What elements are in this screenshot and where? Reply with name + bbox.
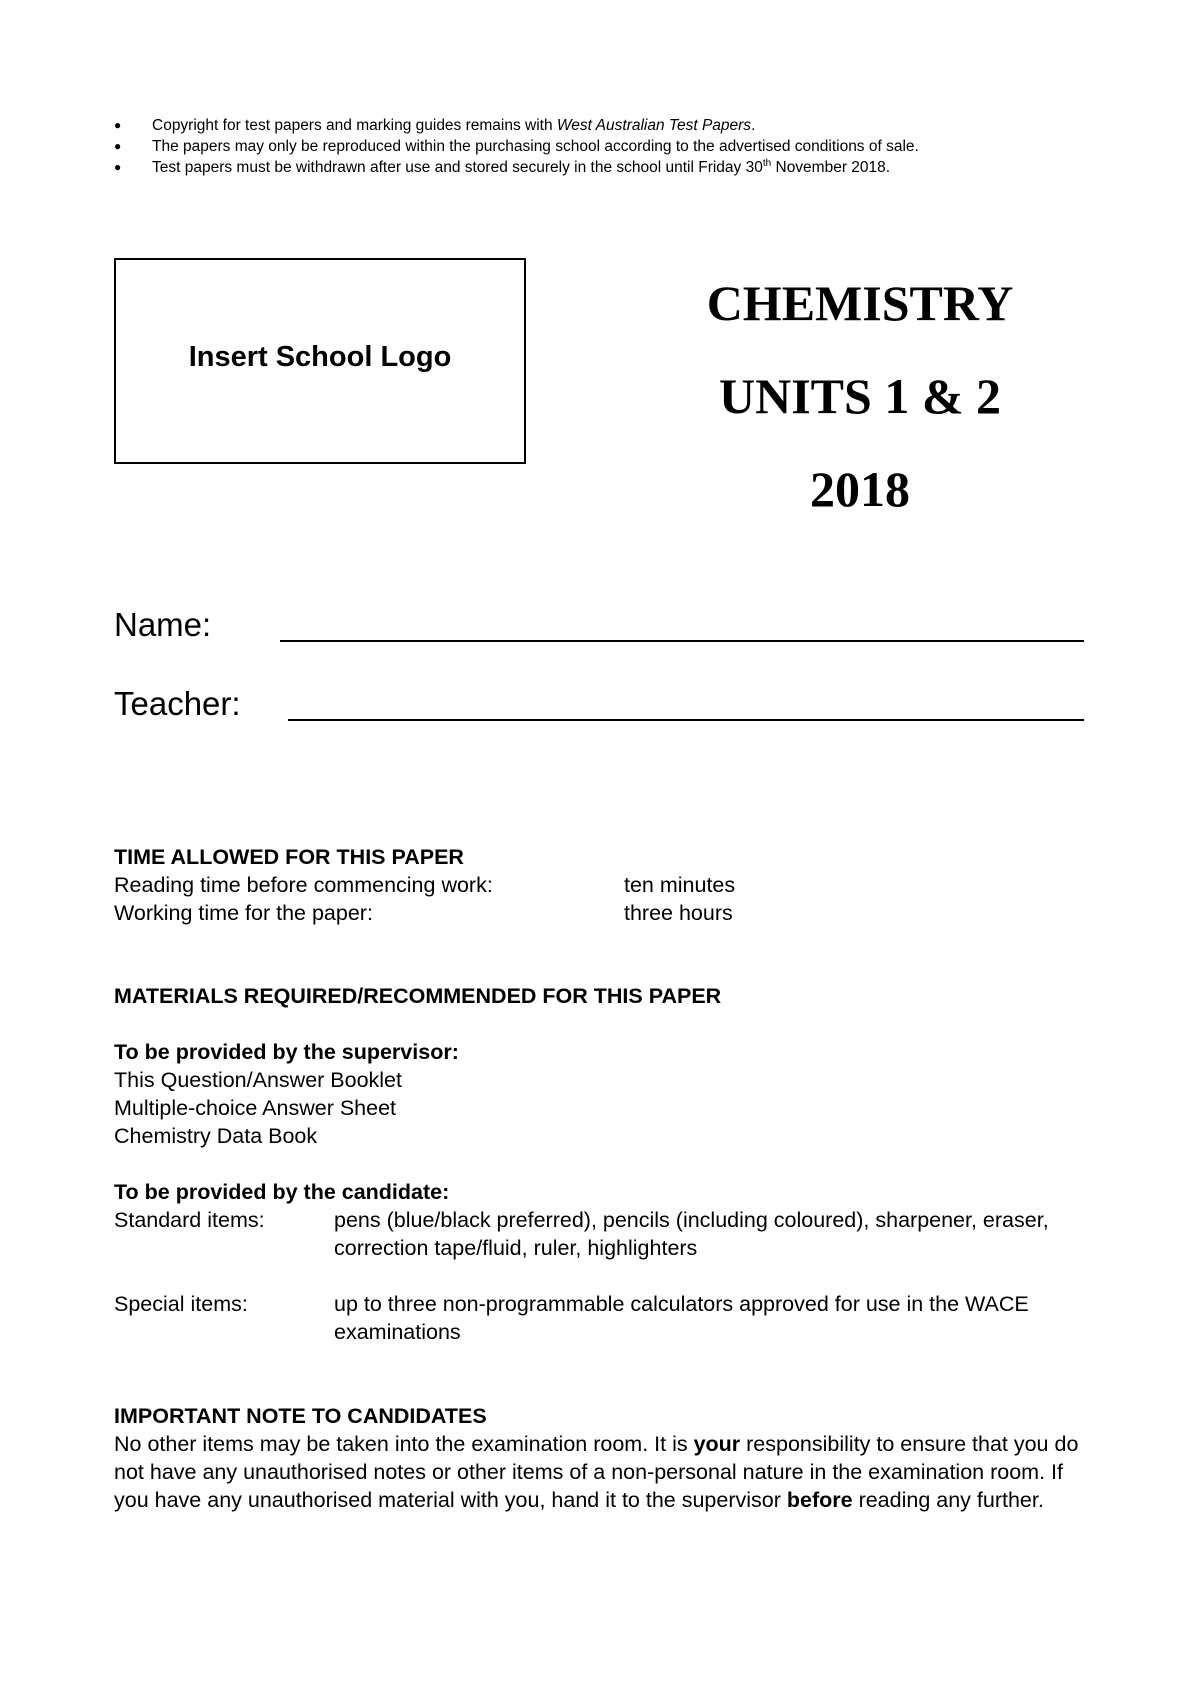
candidate-heading: To be provided by the candidate: bbox=[114, 1180, 450, 1204]
notice-list bbox=[114, 115, 1114, 178]
year-title: 2018 bbox=[810, 461, 910, 517]
notice-item-reproduction: ● The papers may only be reproduced within the purchasing school according to the advertised conditions of sale. bbox=[114, 138, 919, 155]
teacher-field-row bbox=[114, 685, 241, 723]
important-note-text: No other items may be taken into the examination room. It is your responsibility to ensure that you do not have any unauthorised notes or other items of a non-personal nature in the examination room. If you have any unauthorised material with you, hand it to the supervisor before reading any further. bbox=[114, 1432, 1079, 1512]
exam-title bbox=[620, 268, 1100, 547]
materials-section bbox=[114, 982, 1114, 1346]
school-logo-placeholder bbox=[114, 258, 526, 464]
standard-items-label: Standard items: bbox=[114, 1208, 265, 1232]
subject-title: CHEMISTRY bbox=[706, 275, 1014, 331]
working-time-label: Working time for the paper: bbox=[114, 901, 373, 925]
materials-heading: MATERIALS REQUIRED/RECOMMENDED FOR THIS PAPER bbox=[114, 984, 722, 1008]
notice-item-withdrawal: ● Test papers must be withdrawn after use and stored securely in the school until Friday 30th November 2018. bbox=[114, 157, 891, 176]
special-items-value: up to three non-programmable calculators approved for use in the WACE examinations bbox=[334, 1292, 1029, 1344]
bullet-icon: ● bbox=[114, 118, 122, 132]
special-items-label: Special items: bbox=[114, 1292, 248, 1316]
working-time-row bbox=[114, 899, 1114, 927]
supervisor-item: Multiple-choice Answer Sheet bbox=[114, 1096, 397, 1120]
name-field-row bbox=[114, 606, 211, 644]
special-items-row bbox=[114, 1290, 1114, 1346]
teacher-label: Teacher: bbox=[114, 685, 241, 722]
time-allowed-heading: TIME ALLOWED FOR THIS PAPER bbox=[114, 845, 464, 869]
supervisor-item: Chemistry Data Book bbox=[114, 1124, 318, 1148]
logo-placeholder-text: Insert School Logo bbox=[188, 340, 452, 373]
bullet-icon: ● bbox=[114, 160, 122, 174]
reading-time-row bbox=[114, 871, 1114, 899]
units-title: UNITS 1 & 2 bbox=[719, 368, 1001, 424]
teacher-input-line[interactable] bbox=[288, 719, 1084, 721]
time-allowed-section bbox=[114, 843, 1114, 927]
name-input-line[interactable] bbox=[280, 640, 1084, 642]
standard-items-row bbox=[114, 1206, 1114, 1262]
standard-items-value: pens (blue/black preferred), pencils (including coloured), sharpener, eraser, correction tape/fluid, ruler, highlighters bbox=[334, 1208, 1049, 1260]
notice-item-copyright: ● Copyright for test papers and marking guides remains with West Australian Test Papers. bbox=[114, 117, 756, 134]
working-time-value: three hours bbox=[624, 901, 733, 925]
important-note-heading: IMPORTANT NOTE TO CANDIDATES bbox=[114, 1404, 487, 1428]
reading-time-value: ten minutes bbox=[624, 873, 736, 897]
bullet-icon: ● bbox=[114, 139, 122, 153]
reading-time-label: Reading time before commencing work: bbox=[114, 873, 493, 897]
name-label: Name: bbox=[114, 606, 212, 643]
supervisor-heading: To be provided by the supervisor: bbox=[114, 1040, 459, 1064]
supervisor-item: This Question/Answer Booklet bbox=[114, 1068, 402, 1092]
important-note-section bbox=[114, 1402, 1094, 1514]
